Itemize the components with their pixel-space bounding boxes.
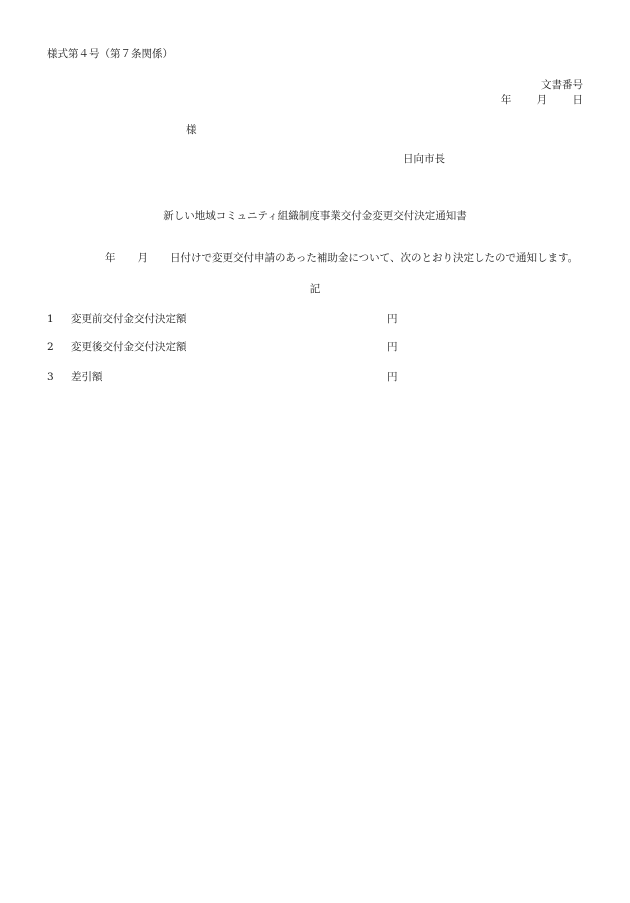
body-paragraph — [47, 251, 587, 265]
item-label: 変更後交付金交付決定額 — [71, 341, 187, 353]
item-number: 3 — [47, 371, 54, 383]
body-text: 日付けで変更交付申請のあった補助金について、次のとおり決定したので通知します。 — [170, 252, 579, 264]
item-label: 変更前交付金交付決定額 — [71, 313, 187, 325]
ki-heading: 記 — [309, 283, 321, 295]
date-month: 月 — [536, 94, 548, 106]
item-unit: 円 — [387, 341, 398, 353]
item-number: 1 — [47, 313, 54, 325]
date-year: 年 — [500, 94, 512, 106]
item-label: 差引額 — [71, 371, 103, 383]
document-title: 新しい地域コミュニティ組織制度事業交付金変更交付決定通知書 — [163, 210, 467, 222]
date-day: 日 — [572, 94, 583, 106]
list-item — [47, 341, 187, 355]
sender: 日向市長 — [403, 153, 445, 165]
item-unit: 円 — [387, 371, 398, 383]
issue-date — [501, 94, 583, 108]
item-unit: 円 — [387, 313, 398, 325]
body-month: 月 — [137, 252, 148, 264]
list-item — [47, 371, 103, 385]
item-number: 2 — [47, 341, 54, 353]
form-number: 様式第４号（第７条関係） — [47, 48, 173, 60]
document-number-label: 文書番号 — [541, 79, 583, 91]
list-item — [47, 313, 187, 327]
body-year: 年 — [105, 252, 116, 264]
addressee-suffix: 様 — [186, 124, 197, 136]
